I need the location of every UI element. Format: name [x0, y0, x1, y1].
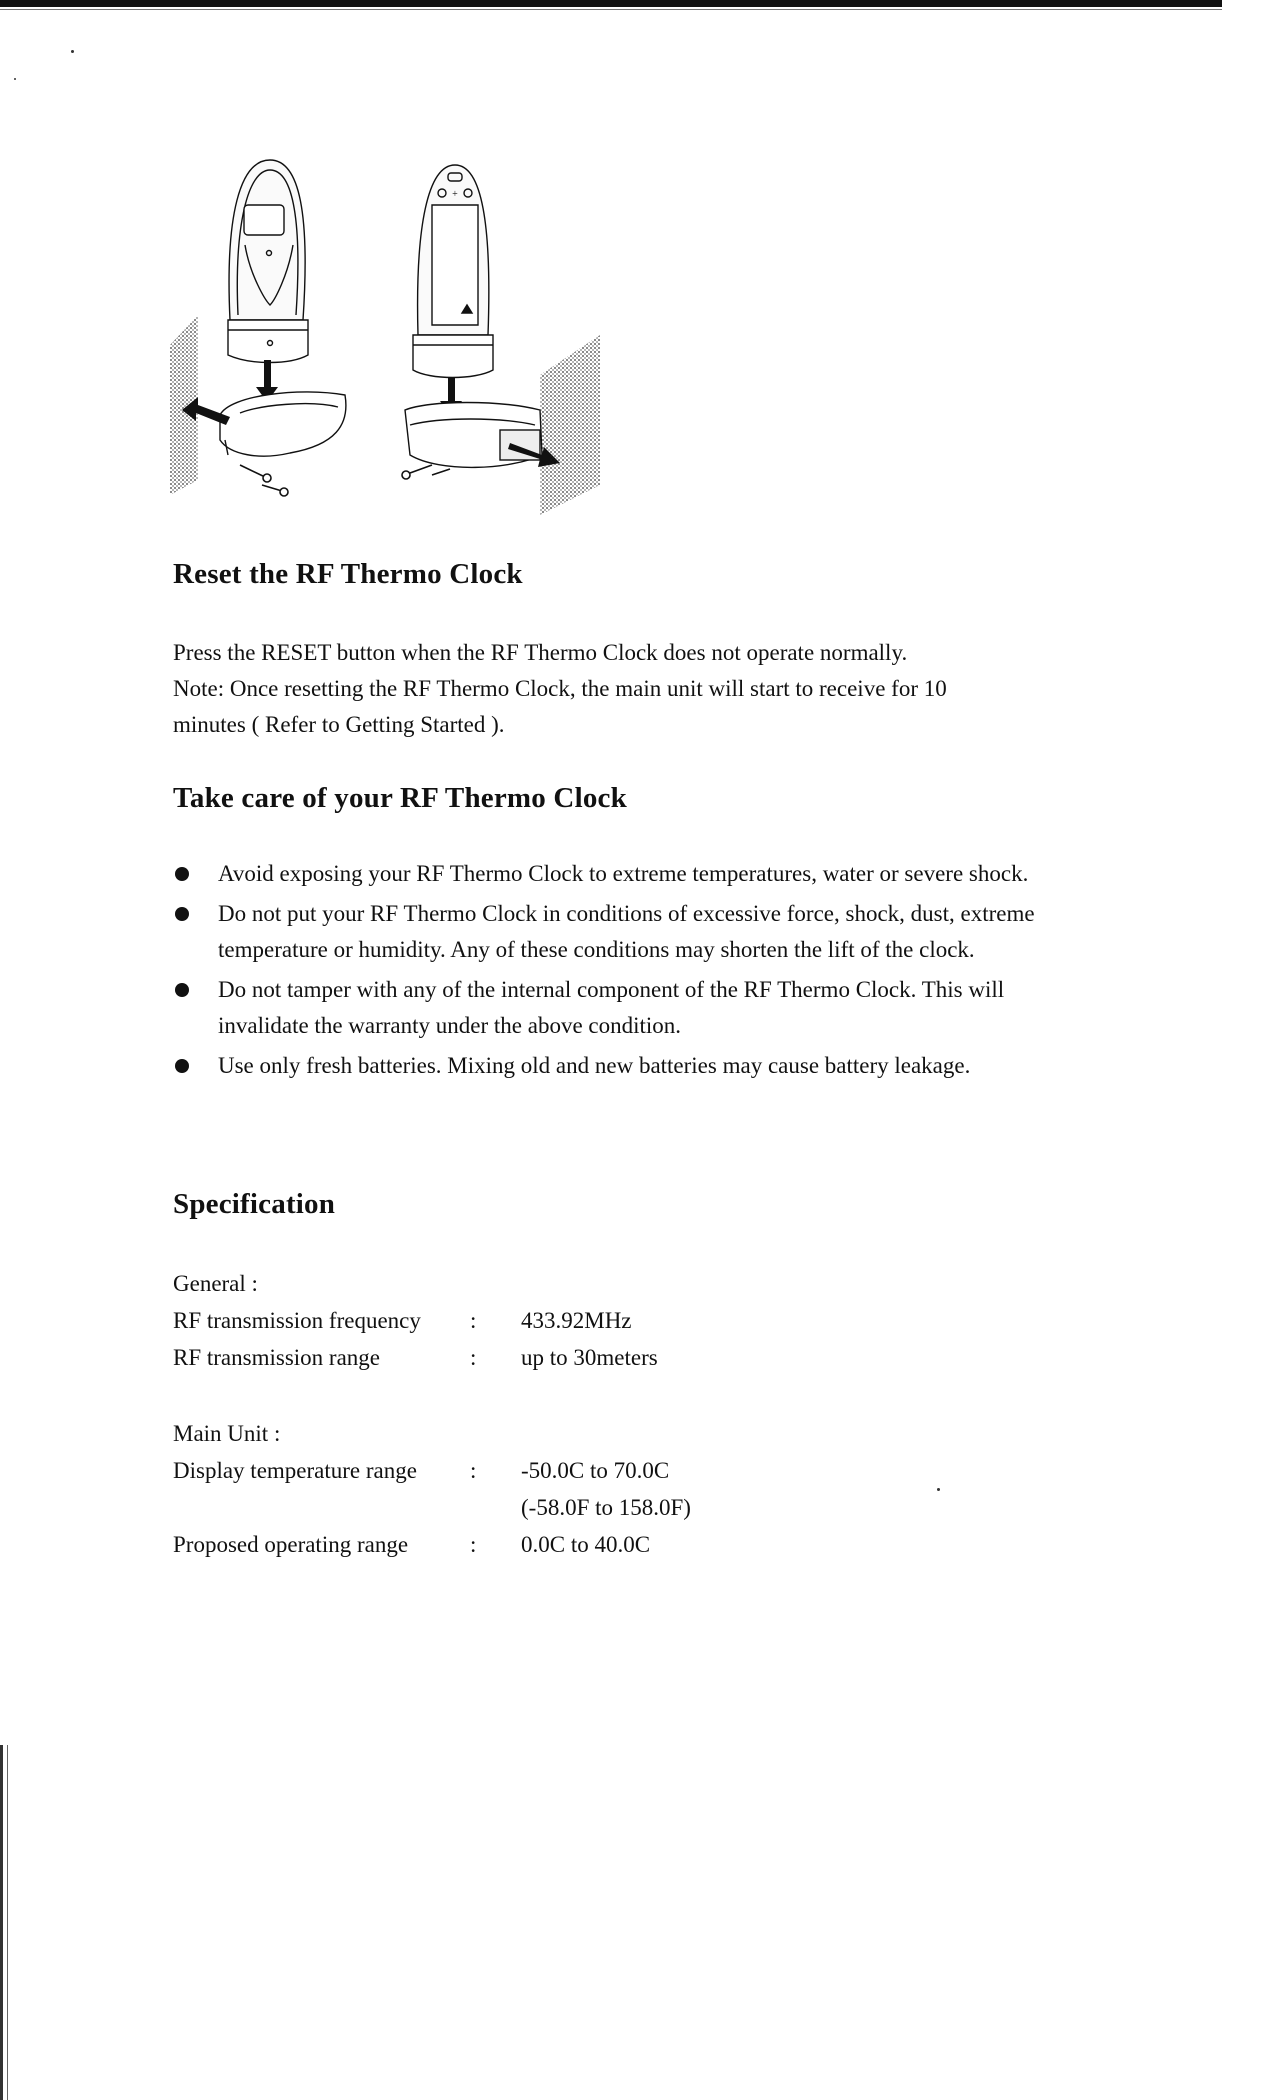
list-item-text: Do not put your RF Thermo Clock in conditions of excessive force, shock, dust, extreme temperature or humidity. Any of these conditions may shorten the lift of the clock.	[218, 901, 1035, 962]
spec-general-label: General :	[173, 1271, 258, 1296]
wall-bracket-icon	[405, 403, 542, 468]
spec-display-range-label: Display temperature range	[173, 1458, 417, 1483]
main-unit-icon	[228, 160, 308, 363]
spec-row	[173, 1302, 773, 1339]
list-item-text: Use only fresh batteries. Mixing old and new batteries may cause battery leakage.	[218, 1053, 971, 1078]
spec-colon: :	[470, 1532, 477, 1557]
right-wall-icon	[540, 335, 600, 515]
top-border-rule-thin	[0, 9, 1222, 10]
spec-operating-range-value: 0.0C to 40.0C	[521, 1532, 651, 1557]
list-item	[173, 1048, 1053, 1084]
spec-general-block	[173, 1265, 773, 1376]
list-item	[173, 972, 1053, 1044]
left-binding-edge	[0, 1745, 3, 2100]
spec-colon: :	[470, 1308, 477, 1333]
spec-heading: Specification	[173, 1188, 336, 1220]
spec-display-range-value-f: (-58.0F to 158.0F)	[521, 1495, 691, 1520]
spec-row	[173, 1415, 773, 1452]
spec-colon: :	[470, 1345, 477, 1370]
spec-rf-range-value: up to 30meters	[521, 1345, 658, 1370]
spec-colon: :	[470, 1458, 477, 1483]
list-item-text: Do not tamper with any of the internal component of the RF Thermo Clock. This will invalidate the warranty under the above condition.	[218, 977, 1005, 1038]
spec-row	[173, 1339, 773, 1376]
spec-display-range-value: -50.0C to 70.0C	[521, 1458, 670, 1483]
screw-icon	[402, 465, 450, 479]
spec-operating-range-label: Proposed operating range	[173, 1532, 409, 1557]
reset-line-3: minutes ( Refer to Getting Started ).	[173, 712, 505, 737]
spec-rf-freq-label: RF transmission frequency	[173, 1308, 421, 1333]
screw-icon	[240, 465, 288, 496]
spec-rf-range-label: RF transmission range	[173, 1345, 380, 1370]
spec-row	[173, 1526, 773, 1563]
reset-paragraph	[173, 635, 1043, 743]
wall-bracket-icon	[220, 392, 346, 456]
spec-main-unit-block	[173, 1415, 773, 1563]
bullet-icon	[175, 983, 189, 997]
list-item	[173, 896, 1053, 968]
spec-row	[173, 1265, 773, 1302]
care-list	[173, 856, 1053, 1088]
list-item	[173, 856, 1053, 892]
sensor-unit-icon	[413, 165, 493, 378]
scan-speck	[71, 50, 74, 53]
scan-speck	[937, 1488, 940, 1491]
scan-speck	[14, 78, 16, 80]
bullet-icon	[175, 907, 189, 921]
spec-row	[173, 1489, 773, 1526]
svg-text:+: +	[452, 189, 458, 200]
spec-main-unit-label: Main Unit :	[173, 1421, 281, 1446]
top-border-rule	[0, 0, 1222, 7]
list-item-text: Avoid exposing your RF Thermo Clock to extreme temperatures, water or severe shock.	[218, 861, 1029, 886]
bullet-icon	[175, 1059, 189, 1073]
wall-mounting-diagram	[170, 155, 610, 520]
reset-line-1: Press the RESET button when the RF Thermo Clock does not operate normally.	[173, 640, 908, 665]
reset-line-2: Note: Once resetting the RF Thermo Clock, the main unit will start to receive for 10	[173, 676, 947, 701]
spec-rf-freq-value: 433.92MHz	[521, 1308, 632, 1333]
care-heading: Take care of your RF Thermo Clock	[173, 782, 627, 814]
bullet-icon	[175, 867, 189, 881]
left-binding-edge-thin	[7, 1745, 8, 2100]
spec-row	[173, 1452, 773, 1489]
reset-heading: Reset the RF Thermo Clock	[173, 558, 523, 590]
